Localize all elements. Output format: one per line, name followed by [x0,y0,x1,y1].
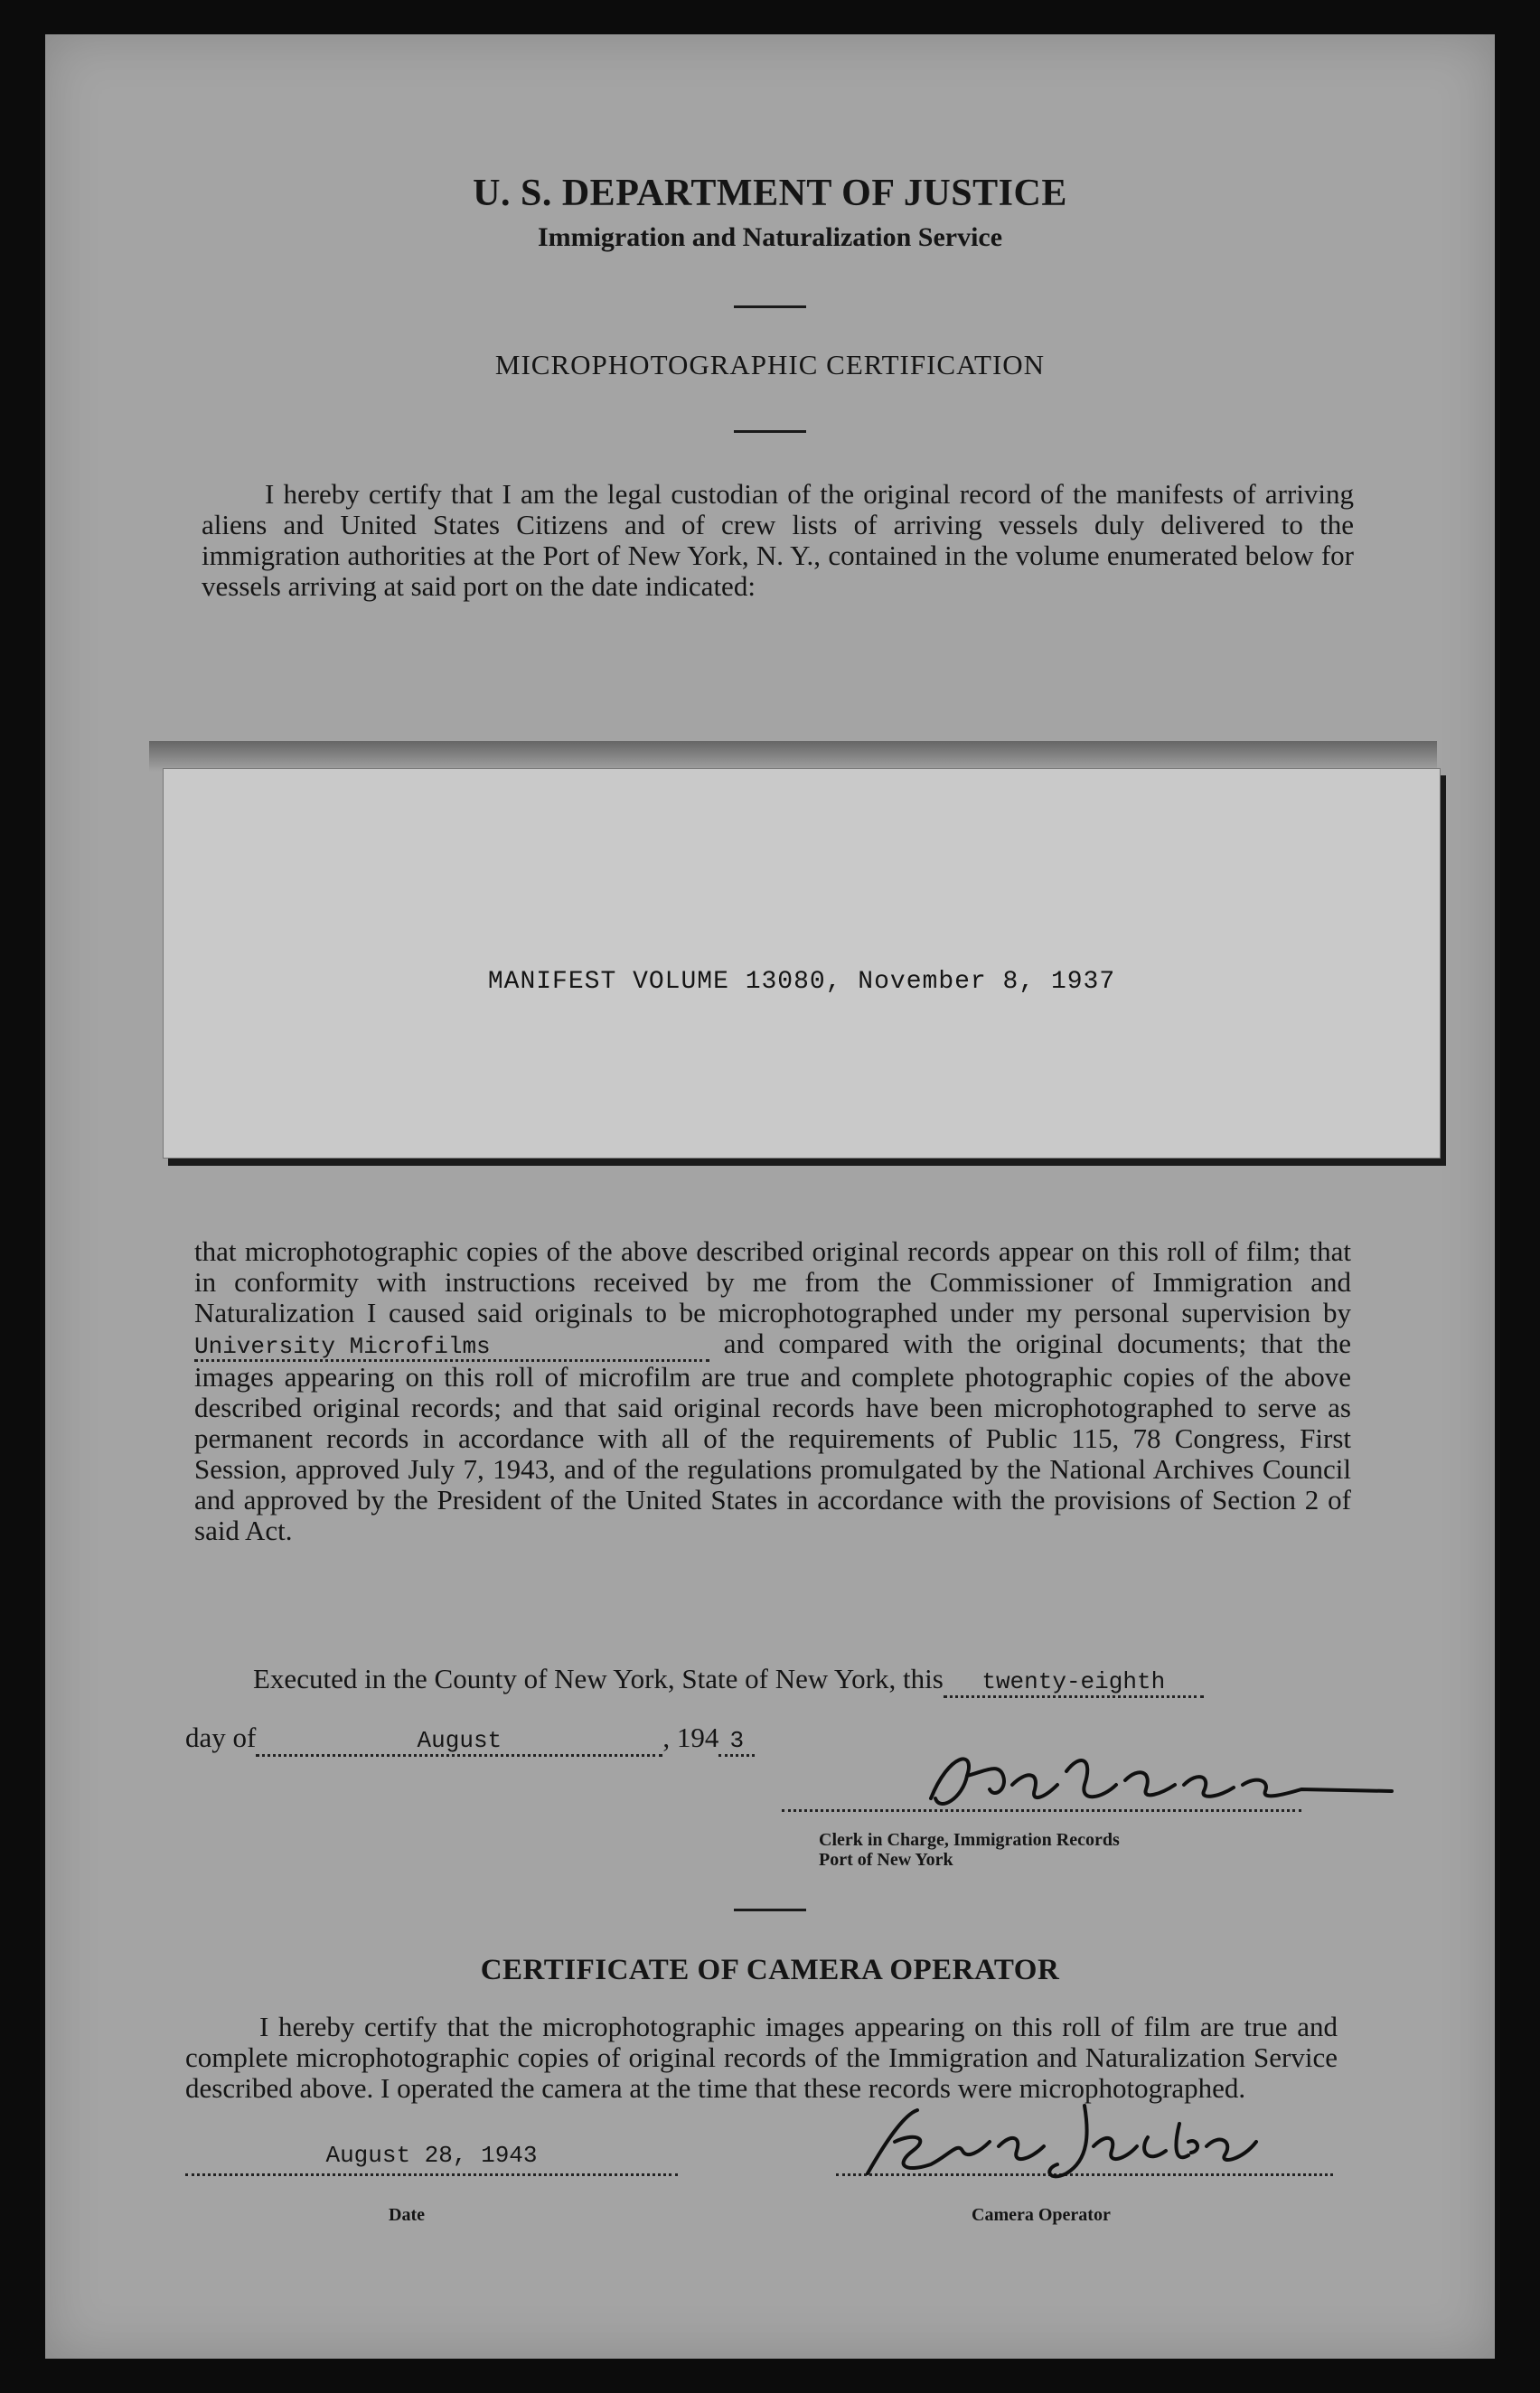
supervisor-typed: University Microfilms [194,1333,491,1360]
clerk-title-line2: Port of New York [819,1850,953,1870]
manifest-card [163,768,1441,1159]
operator-cert-title: CERTIFICATE OF CAMERA OPERATOR [480,1954,1060,1986]
date-label: Date [389,2205,425,2225]
divider-rule [734,1909,806,1911]
body-text-part1: that microphotographic copies of the above described original records appear on this roll of film; that in conformity with instructions received by me from the Commissioner of Immigration and Naturalization I caused said originals to be microphotographed under my personal supervision by [194,1235,1351,1328]
certification-body [194,1236,1351,1546]
card-shadow [149,741,1437,772]
manifest-volume-text: MANIFEST VOLUME 13080, November 8, 1937 [487,968,1116,996]
operator-signature [831,2088,1265,2187]
department-heading: U. S. DEPARTMENT OF JUSTICE [473,173,1067,214]
year-field [718,1724,755,1757]
month-field [256,1724,662,1757]
executed-line [253,1663,1204,1698]
executed-prefix: Executed in the County of New York, State of New York, this [253,1663,944,1694]
operator-label: Camera Operator [972,2205,1111,2225]
operator-date-line [185,2173,678,2176]
day-of-label: day of [185,1722,257,1753]
operator-cert-paragraph: I hereby certify that the microphotographic images appearing on this roll of film are true and complete microphotographic copies of original records of the Immigration and Naturalization Service described above. I operated the camera at the time that these records were microphotographed. [185,2011,1338,2104]
divider-rule [734,430,806,433]
operator-date-typed: August 28, 1943 [325,2142,538,2169]
clerk-title-line1: Clerk in Charge, Immigration Records [819,1830,1120,1850]
day-typed: twenty-eighth [981,1668,1166,1695]
year-prefix: , 194 [662,1722,719,1753]
service-subheading: Immigration and Naturalization Service [537,222,1003,252]
clerk-signature [913,1735,1401,1835]
supervisor-field [194,1331,709,1362]
year-typed: 3 [729,1727,745,1754]
month-typed: August [417,1727,502,1754]
date-line [185,1722,755,1757]
clerk-title [819,1830,1120,1870]
certification-title: MICROPHOTOGRAPHIC CERTIFICATION [494,349,1046,380]
body-text-part2: and compared with the original documents; that the images appearing on this roll of microfilm are true and complete photographic copies of the above described original records; and that said original records have been microphotographed to serve as permanent records in accordance with all of the requirements of Public 115, 78 Congress, First Session, approved July 7, 1943, and of the regulations promulgated by the National Archives Council and approved by the President of the United States in accordance with the provisions of Section 2 of said Act. [194,1328,1351,1546]
divider-rule [734,305,806,308]
day-field [944,1666,1204,1698]
intro-paragraph: I hereby certify that I am the legal custodian of the original record of the manifests of arriving aliens and United States Citizens and of crew lists of arriving vessels duly delivered to the immigration authorities at the Port of New York, N. Y., contained in the volume enumerated below for vessels arriving at said port on the date indicated: [202,478,1354,602]
